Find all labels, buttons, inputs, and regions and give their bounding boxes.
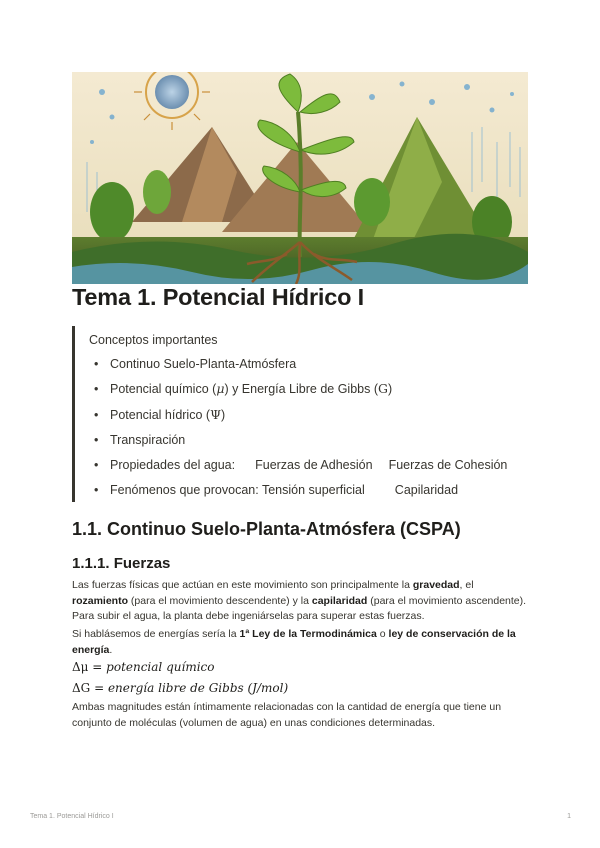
tag-adhesion: Fuerzas de Adhesión	[255, 458, 373, 473]
bullet-icon: •	[94, 407, 99, 422]
bullet-icon: •	[94, 483, 99, 498]
subsection-heading: 1.1.1. Fuerzas	[72, 555, 171, 572]
paragraph-energias: Si hablásemos de energías sería la 1ª Ley de la Termodinámica o ley de conservación de la energía.	[72, 628, 516, 656]
list-item: • Propiedades del agua: Fuerzas de Adhesión Fuerzas de Cohesión	[94, 458, 508, 473]
tag-cohesion: Fuerzas de Cohesión	[388, 458, 508, 473]
bullet-icon: •	[94, 357, 99, 371]
bullet-icon: •	[94, 432, 99, 447]
list-item: • Transpiración	[94, 432, 186, 447]
g-symbol: G	[377, 381, 388, 397]
list-item: • Continuo Suelo-Planta-Atmósfera	[94, 357, 297, 371]
tag-capilaridad: Capilaridad	[394, 483, 459, 498]
bullet-icon: •	[94, 382, 99, 397]
psi-symbol: Ψ	[210, 406, 222, 422]
concepts-list	[89, 356, 507, 508]
section-heading: 1.1. Continuo Suelo-Planta-Atmósfera (CSPA)	[72, 519, 461, 539]
equation-chemical-potential: Δμ = potencial químico	[72, 660, 215, 674]
page-title: Tema 1. Potencial Hídrico I	[72, 284, 364, 310]
list-item: • Fenómenos que provocan: Tensión superficial Capilaridad	[94, 483, 459, 498]
mu-symbol: μ	[216, 381, 225, 397]
list-item: • Potencial hídrico (Ψ)	[94, 406, 226, 422]
hero-image	[72, 72, 528, 284]
paragraph-magnitudes: Ambas magnitudes están íntimamente relacionadas con la cantidad de energía que tiene un conjunto de moléculas (volumen de agua) en unas condiciones determinadas.	[72, 701, 502, 729]
footer-title: Tema 1. Potencial Hídrico I	[30, 813, 114, 820]
concepts-callout	[72, 326, 531, 502]
equation-gibbs: ΔG = energía libre de Gibbs (J/mol)	[72, 681, 289, 695]
paragraph-fuerzas: Las fuerzas físicas que actúan en este movimiento son principalmente la gravedad, el rozamiento (para el movimiento descendente) y la capilaridad (para el movimiento ascendente). Para subir el agua, la planta debe ingeniárselas para superar estas fuerzas.	[72, 579, 527, 622]
bullet-icon: •	[94, 458, 99, 473]
page-number: 1	[567, 813, 571, 820]
list-item: • Potencial químico (μ) y Energía Libre de Gibbs (G)	[94, 381, 393, 397]
callout-title: Conceptos importantes	[89, 333, 218, 347]
